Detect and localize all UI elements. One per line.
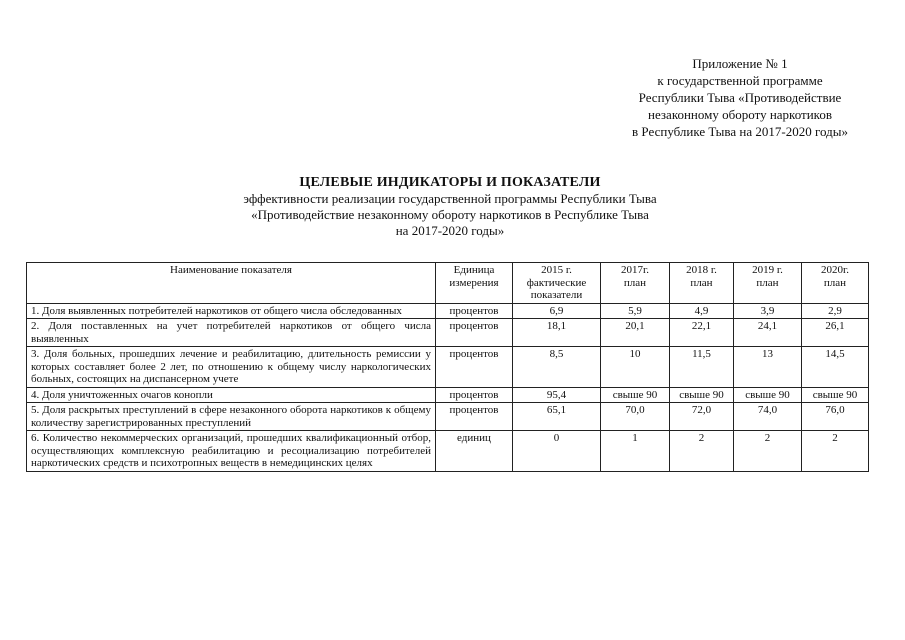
table-row (27, 319, 869, 347)
table-header-row (27, 263, 869, 304)
indicator-name: 6. Количество некоммерческих организаций, прошедших квалификационный отбор, осуществляющих комплексную реабилитацию и ресоциализацию потребителей наркотических средств и психотропных веществ в немедицинских целях (27, 431, 436, 472)
value-2018: 2 (670, 431, 734, 472)
indicators-table (26, 262, 869, 472)
value-2017: свыше 90 (601, 387, 670, 403)
header-2020: 2020г. план (802, 263, 869, 304)
document-title: ЦЕЛЕВЫЕ ИНДИКАТОРЫ И ПОКАЗАТЕЛИ (299, 175, 601, 190)
table-row (27, 431, 869, 472)
indicator-unit: процентов (436, 403, 513, 431)
indicator-name: 3. Доля больных, прошедших лечение и реабилитацию, длительность ремиссии у которых составляет более 2 лет, по отношению к общему числу наркологических больных, состоящих на диспансерном учете (27, 347, 436, 388)
table-row (27, 347, 869, 388)
indicator-name: 5. Доля раскрытых преступлений в сфере незаконного оборота наркотиков к общему количеству зарегистрированных преступлений (27, 403, 436, 431)
value-2018: 72,0 (670, 403, 734, 431)
document-subtitle: эффективности реализации государственной программы Республики Тыва (243, 191, 657, 206)
value-2020: 14,5 (802, 347, 869, 388)
value-2019: 2 (734, 431, 802, 472)
value-2018: 4,9 (670, 303, 734, 319)
indicator-unit: процентов (436, 387, 513, 403)
indicator-name: 4. Доля уничтоженных очагов конопли (27, 387, 436, 403)
indicator-unit: единиц (436, 431, 513, 472)
value-2020: 26,1 (802, 319, 869, 347)
appendix-block (590, 55, 890, 140)
value-2018: 11,5 (670, 347, 734, 388)
table-row (27, 387, 869, 403)
value-2017: 10 (601, 347, 670, 388)
header-2017: 2017г. план (601, 263, 670, 304)
indicator-name: 1. Доля выявленных потребителей наркотиков от общего числа обследованных (27, 303, 436, 319)
value-2017: 70,0 (601, 403, 670, 431)
value-2019: 3,9 (734, 303, 802, 319)
table-row (27, 303, 869, 319)
appendix-line: в Республике Тыва на 2017-2020 годы» (632, 124, 848, 139)
document-subtitle: на 2017-2020 годы» (395, 223, 505, 238)
appendix-line: Республики Тыва «Противодействие (638, 90, 842, 105)
indicator-unit: процентов (436, 319, 513, 347)
value-2019: 13 (734, 347, 802, 388)
value-2017: 1 (601, 431, 670, 472)
value-2015: 18,1 (513, 319, 601, 347)
table-row (27, 403, 869, 431)
value-2020: 2,9 (802, 303, 869, 319)
value-2015: 8,5 (513, 347, 601, 388)
value-2015: 0 (513, 431, 601, 472)
header-name: Наименование показателя (27, 263, 436, 304)
value-2018: 22,1 (670, 319, 734, 347)
indicator-name: 2. Доля поставленных на учет потребителей наркотиков от общего числа выявленных (27, 319, 436, 347)
document-subtitle: «Противодействие незаконному обороту наркотиков в Республике Тыва (251, 207, 649, 222)
document-heading (150, 175, 750, 239)
appendix-line: к государственной программе (657, 73, 823, 88)
header-2019: 2019 г. план (734, 263, 802, 304)
value-2015: 6,9 (513, 303, 601, 319)
value-2019: свыше 90 (734, 387, 802, 403)
value-2020: 2 (802, 431, 869, 472)
header-2015: 2015 г. фактические показатели (513, 263, 601, 304)
value-2020: свыше 90 (802, 387, 869, 403)
value-2020: 76,0 (802, 403, 869, 431)
value-2017: 20,1 (601, 319, 670, 347)
value-2019: 24,1 (734, 319, 802, 347)
indicator-unit: процентов (436, 347, 513, 388)
header-2018: 2018 г. план (670, 263, 734, 304)
value-2018: свыше 90 (670, 387, 734, 403)
value-2019: 74,0 (734, 403, 802, 431)
value-2015: 95,4 (513, 387, 601, 403)
value-2017: 5,9 (601, 303, 670, 319)
value-2015: 65,1 (513, 403, 601, 431)
appendix-line: незаконному обороту наркотиков (648, 107, 832, 122)
indicator-unit: процентов (436, 303, 513, 319)
appendix-line: Приложение № 1 (692, 56, 788, 71)
header-unit: Единица измерения (436, 263, 513, 304)
